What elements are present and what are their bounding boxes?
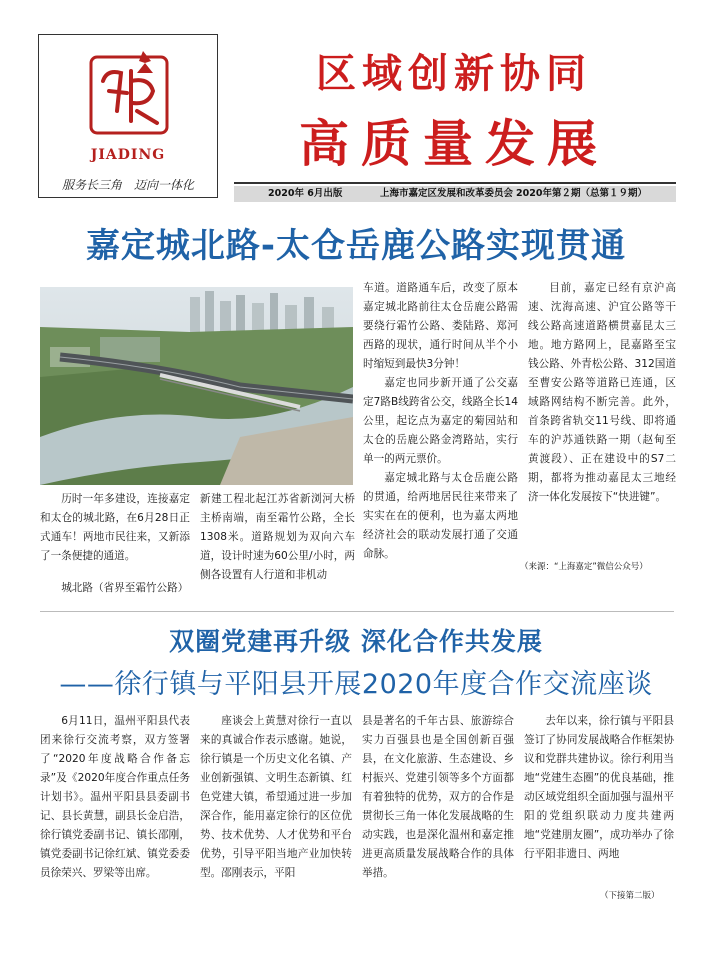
article1-col3-p1: 车道。道路通车后，改变了原本嘉定城北路前往太仓岳鹿公路需要绕行霜竹公路、娄陆路、郑河西路的现状，通行时间从半个小时缩短到最快3分钟！ xyxy=(363,282,518,370)
article1-photo-caption: 城北路（省界至霜竹公路） xyxy=(61,582,189,594)
section-divider xyxy=(40,611,674,612)
masthead-rule xyxy=(234,182,676,184)
article2-column3 xyxy=(362,712,514,883)
masthead-title-line1: 区域创新协同 xyxy=(316,50,592,97)
continued-notice: （下接第二版） xyxy=(600,891,660,901)
article1-headline: 嘉定城北路-太仓岳鹿公路实现贯通 xyxy=(85,226,627,266)
road-bridge-aerial-photo xyxy=(40,287,353,485)
article1-col3-p3: 嘉定城北路与太仓岳鹿公路的贯通，给两地居民往来带来了实实在在的便利，也为嘉太两地经济社会的联动发展打通了交通命脉。 xyxy=(363,472,518,560)
issue-info-bar xyxy=(234,186,676,202)
masthead-title-line2: 高质量发展 xyxy=(299,114,609,173)
jiading-seal-logo xyxy=(87,51,171,135)
article1-column2 xyxy=(200,490,355,585)
article1-col2-text: 新建工程北起江苏省新浏河大桥主桥南端，南至霜竹公路，全长1308米。道路规划为双向六车道，设计时速为60公里/小时，两侧各设置有人行道和非机动 xyxy=(200,493,355,581)
article2-column2 xyxy=(200,712,352,883)
article1-column4 xyxy=(528,279,676,507)
article2-col1-text: 6月11日，温州平阳县代表团来徐行交流考察，双方签署了“2020年度战略合作备忘录”及《2020年度合作重点任务计划书》。温州平阳县县委副书记、县长黄慧，副县长金启浩，徐行镇党委副书记、镇长邵刚，镇党委副书记徐红斌、镇党委委员徐荣兴、罗梁等出席。 xyxy=(40,715,190,879)
article2-column4 xyxy=(524,712,674,864)
article1-col4-text: 目前，嘉定已经有京沪高速、沈海高速、沪宜公路等干线公路高速道路横贯嘉昆太三地。地方路网上，昆嘉路至宝钱公路、外青松公路、312国道至曹安公路等道路已连通，区域路网结构不断完善。此外，首条跨省轨交11号线、即将通车的沪苏通铁路一期（赵甸至黄渡段）、正在建设中的S7二期，都将为推动嘉昆太三地经济一体化发展按下“快进键”。 xyxy=(528,282,676,503)
article1-col3-p2: 嘉定也同步新开通了公交嘉定7路B线跨省公交，线路全长14公里，起讫点为嘉定的菊园站和太仓的岳鹿公路金湾路站，实行单一的两元票价。 xyxy=(363,377,518,465)
article2-headline: 双圈党建再升级 深化合作共发展 xyxy=(169,627,543,656)
article2-col3-text: 县是著名的千年古县、旅游综合实力百强县也是全国创新百强县，在文化旅游、生态建设、乡村振兴、党建引领等多个方面都有着独特的优势，双方的合作是贯彻长三角一体化发展战略的生动实践，也是深化温州和嘉定推进更高质量发展战略合作的具体举措。 xyxy=(362,715,514,879)
issue-publisher: 上海市嘉定区发展和改革委员会 xyxy=(380,188,514,199)
issue-number: 2020年第２期（总第１９期） xyxy=(516,188,647,199)
article2-column1 xyxy=(40,712,190,883)
article1-column1 xyxy=(40,490,190,566)
article2-subheadline: ——徐行镇与平阳县开展2020年度合作交流座谈 xyxy=(59,669,653,700)
issue-date: 2020年 6月出版 xyxy=(268,188,343,199)
article2-col2-text: 座谈会上黄慧对徐行一直以来的真诚合作表示感谢。她说，徐行镇是一个历史文化名镇、产业创新强镇、文明生态新镇、红色党建大镇，希望通过进一步加深合作，能用嘉定徐行的区位优势、技术优势、人才优势和平台优势，引导平阳当地产业加快转型。邵刚表示，平阳 xyxy=(200,715,352,879)
article1-source: （来源：“上海嘉定”微信公众号） xyxy=(520,562,648,572)
article1-col1-text: 历时一年多建设，连接嘉定和太仓的城北路，在6月28日正式通车！两地市民往来，又新添了一条便捷的通道。 xyxy=(40,493,190,562)
masthead-logo-box xyxy=(38,34,218,198)
article1-column3 xyxy=(363,279,518,564)
article2-col4-text: 去年以来，徐行镇与平阳县签订了协同发展战略合作框架协议和党群共建协议。徐行利用当地“党建生态圈”的优良基础，推动区域党组织全面加强与温州平阳的党组织联动力度共建两地“党建朋友圈”，成功举办了徐行平阳非遗日、两地 xyxy=(524,715,674,860)
masthead-slogan: 服务长三角 迈向一体化 xyxy=(61,178,194,192)
logo-wordmark: JIADING xyxy=(90,147,166,163)
